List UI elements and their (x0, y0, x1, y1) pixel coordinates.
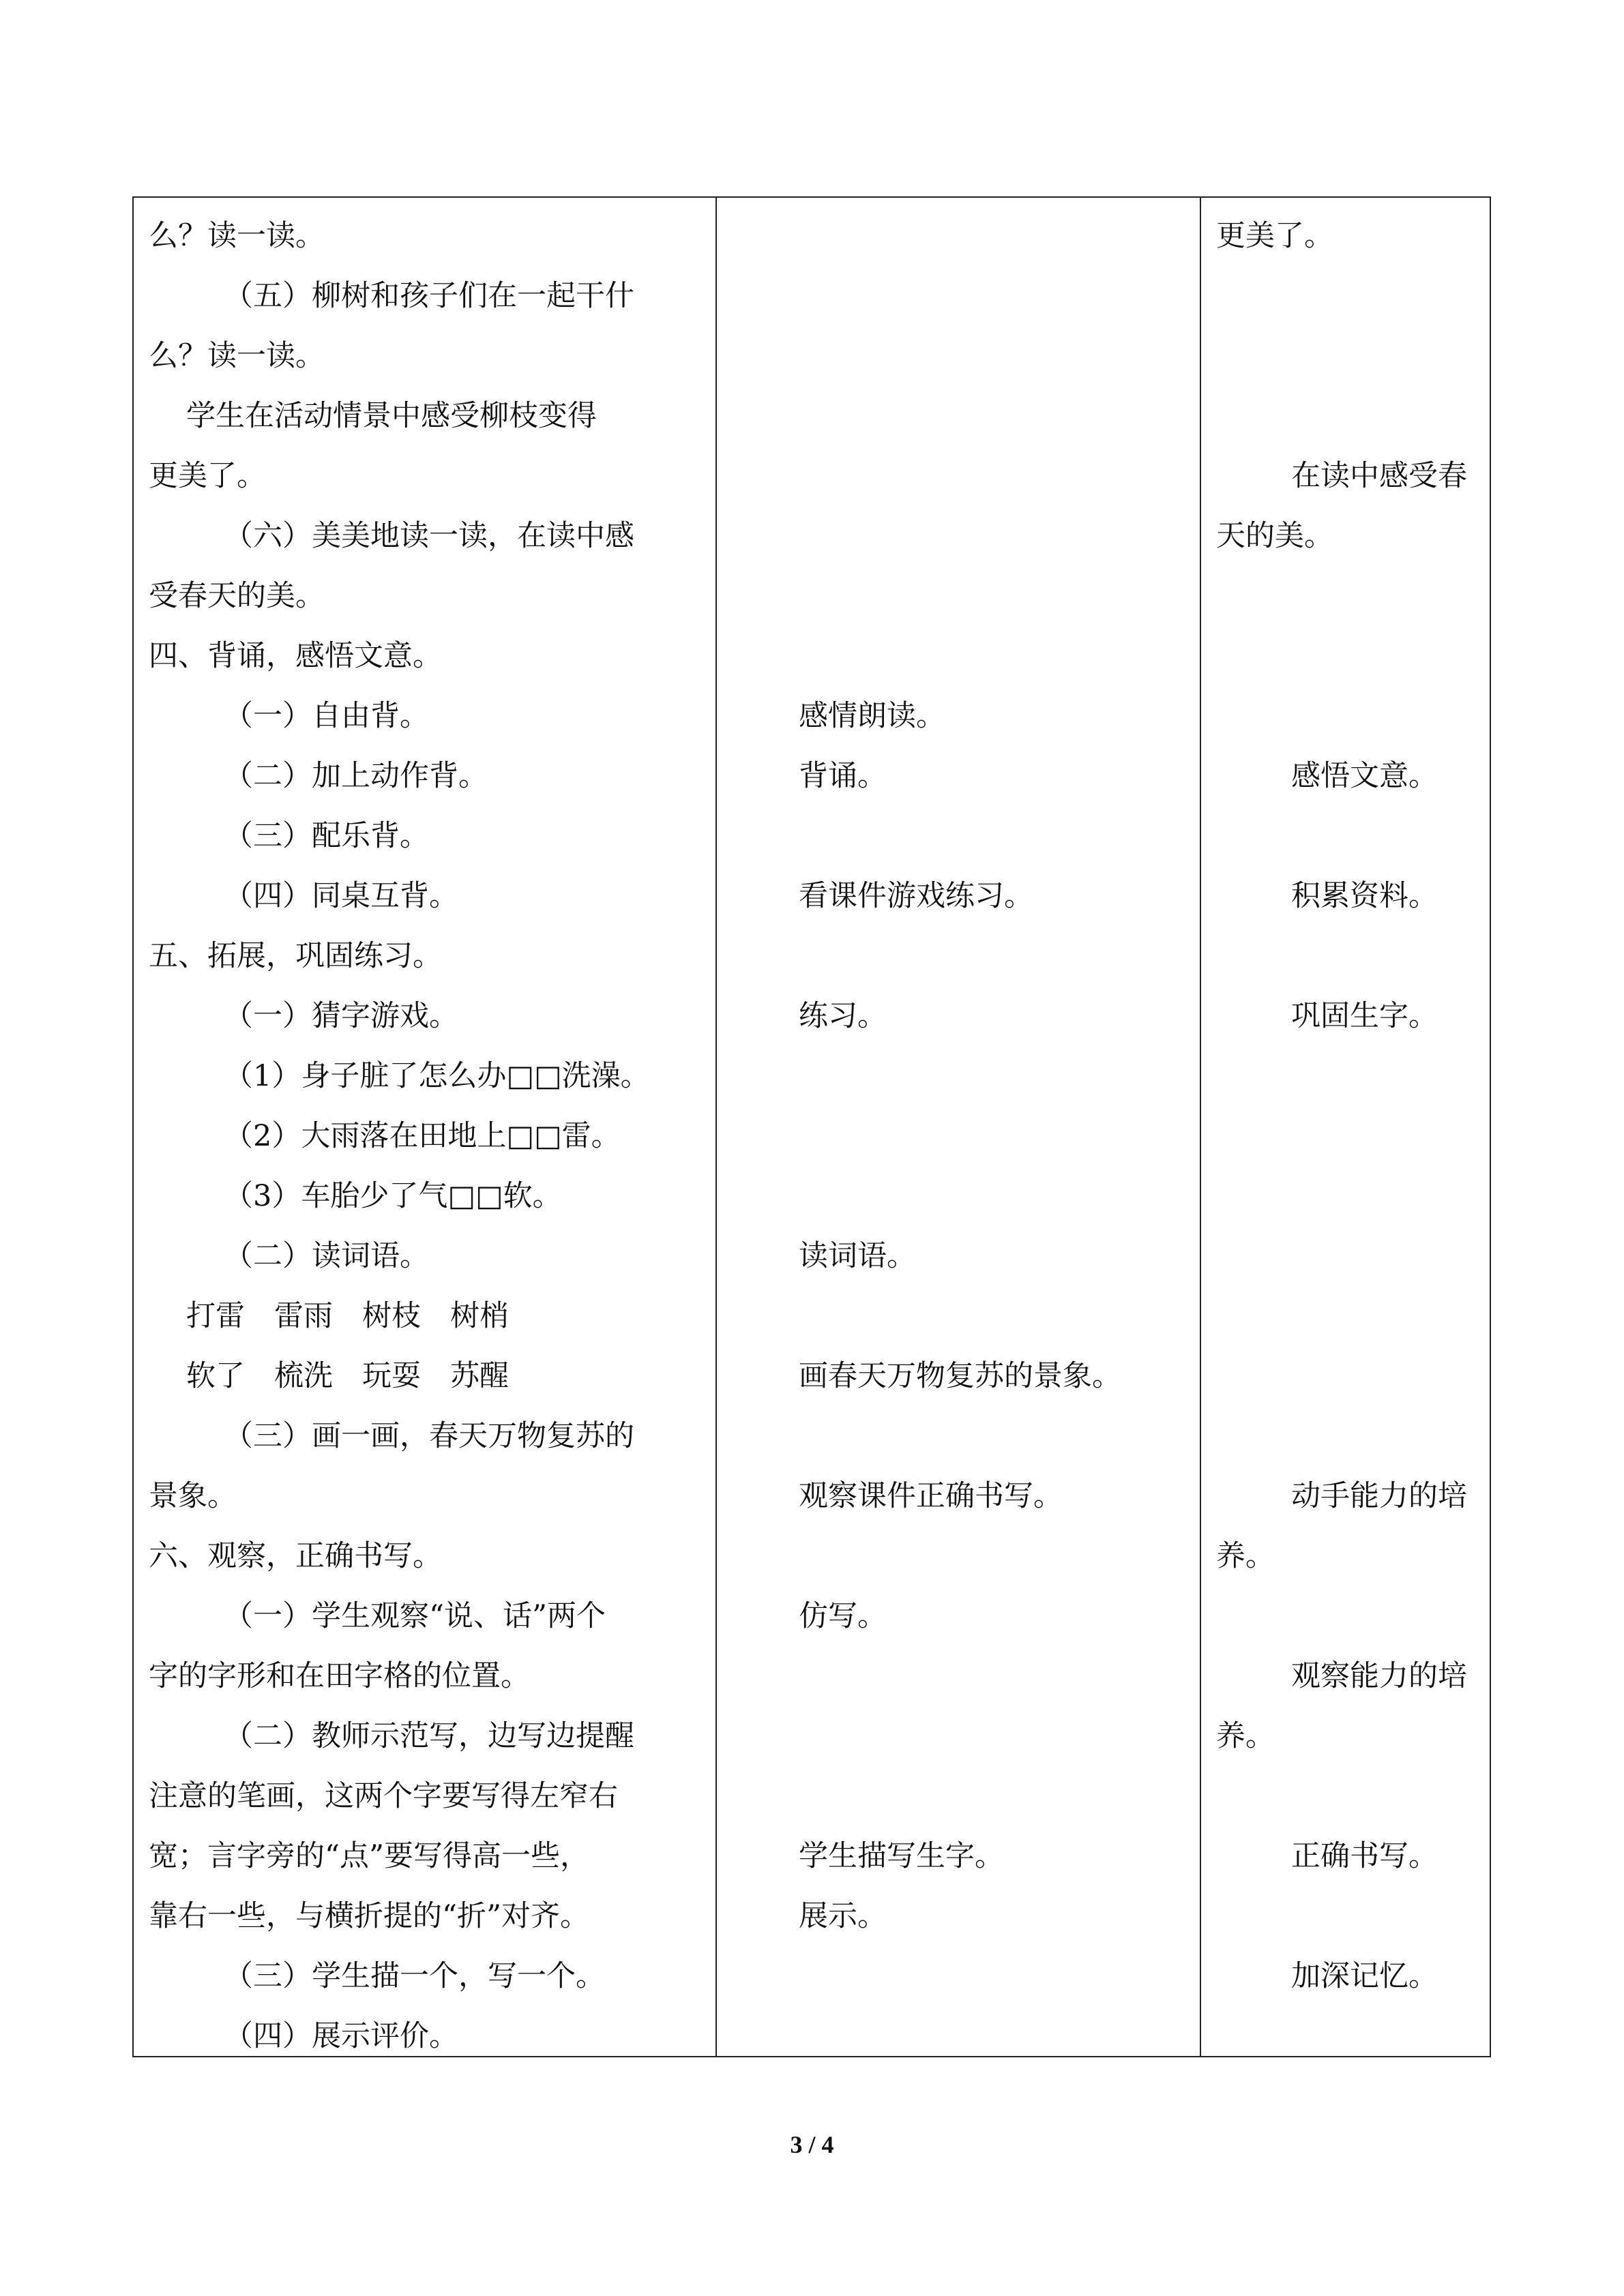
intent-line: 巩固生字。 (1291, 999, 1438, 1033)
student-line: 观察课件正确书写。 (799, 1479, 1063, 1513)
teacher-line: （二）读词语。 (224, 1239, 429, 1273)
column-divider-1 (715, 198, 717, 2056)
student-line: 学生描写生字。 (799, 1839, 1004, 1873)
teacher-line: （一）学生观察“说、话”两个 (224, 1599, 606, 1633)
teacher-line: 学生在活动情景中感受柳枝变得 (186, 399, 597, 433)
teacher-line: （2）大雨落在田地上□□雷。 (224, 1119, 621, 1153)
teacher-line: 么？读一读。 (149, 219, 325, 253)
teacher-line: 六、观察，正确书写。 (149, 1539, 442, 1573)
teacher-line: 受春天的美。 (149, 579, 325, 613)
intent-line: 感悟文意。 (1291, 759, 1438, 793)
page-indicator: 3 / 4 (790, 2131, 834, 2158)
teacher-line: 景象。 (149, 1479, 237, 1513)
teacher-line: （二）加上动作背。 (224, 759, 488, 793)
teacher-line: 么？读一读。 (149, 339, 325, 373)
intent-line: 在读中感受春 (1291, 459, 1467, 493)
teacher-line: （一）自由背。 (224, 699, 429, 733)
column-divider-2 (1200, 198, 1201, 2056)
intent-line: 天的美。 (1216, 519, 1333, 553)
teacher-line: （3）车胎少了气□□软。 (224, 1179, 562, 1213)
intent-line: 加深记忆。 (1291, 1959, 1438, 1993)
teacher-line: 更美了。 (149, 459, 266, 493)
teacher-line: （四）同桌互背。 (224, 879, 458, 913)
student-line: 仿写。 (799, 1599, 887, 1633)
teacher-line: （二）教师示范写，边写边提醒 (224, 1719, 634, 1753)
intent-line: 养。 (1216, 1719, 1275, 1753)
teacher-line: 宽；言字旁的“点”要写得高一些， (149, 1839, 589, 1873)
teacher-line: 四、背诵，感悟文意。 (149, 639, 442, 673)
student-line: 练习。 (799, 999, 887, 1033)
student-line: 画春天万物复苏的景象。 (799, 1359, 1121, 1393)
teacher-line: 靠右一些，与横折提的“折”对齐。 (149, 1899, 589, 1933)
teacher-line: （一）猜字游戏。 (224, 999, 458, 1033)
student-line: 背诵。 (799, 759, 887, 793)
teacher-line: （三）配乐背。 (224, 819, 429, 853)
teacher-line: （四）展示评价。 (224, 2019, 458, 2053)
student-line: 看课件游戏练习。 (799, 879, 1033, 913)
intent-line: 动手能力的培 (1291, 1479, 1467, 1513)
lesson-plan-table (132, 196, 1491, 2057)
intent-line: 积累资料。 (1291, 879, 1438, 913)
intent-line: 观察能力的培 (1291, 1659, 1467, 1693)
teacher-line: 注意的笔画，这两个字要写得左窄右 (149, 1779, 618, 1813)
intent-line: 养。 (1216, 1539, 1275, 1573)
student-line: 读词语。 (799, 1239, 916, 1273)
teacher-line: （五）柳树和孩子们在一起干什 (224, 279, 634, 313)
student-line: 展示。 (799, 1899, 887, 1933)
teacher-line: （1）身子脏了怎么办□□洗澡。 (224, 1059, 650, 1093)
teacher-line: （三）画一画，春天万物复苏的 (224, 1419, 634, 1453)
teacher-line: 字的字形和在田字格的位置。 (149, 1659, 530, 1693)
intent-line: 正确书写。 (1291, 1839, 1438, 1873)
teacher-line: 打雷 雷雨 树枝 树梢 (186, 1299, 509, 1333)
student-line: 感情朗读。 (799, 699, 945, 733)
teacher-line: 五、拓展，巩固练习。 (149, 939, 442, 973)
teacher-line: 软了 梳洗 玩耍 苏醒 (186, 1359, 509, 1393)
teacher-line: （六）美美地读一读，在读中感 (224, 519, 634, 553)
teacher-line: （三）学生描一个，写一个。 (224, 1959, 605, 1993)
intent-line: 更美了。 (1216, 219, 1333, 253)
